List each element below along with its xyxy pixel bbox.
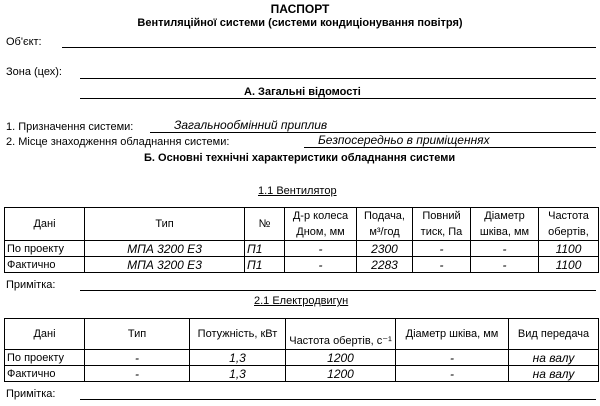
page-title: ПАСПОРТ bbox=[270, 2, 330, 16]
section-b-title: Б. Основні технічні характеристики обладнання системи bbox=[144, 152, 456, 164]
motor-header-row bbox=[5, 319, 599, 350]
purpose-label: 1. Призначення системи: bbox=[6, 121, 134, 133]
cell-type: - bbox=[85, 350, 190, 366]
section-a-title: А. Загальні відомості bbox=[244, 86, 361, 98]
location-value: Безпосередньо в приміщеннях bbox=[318, 133, 490, 147]
table-row bbox=[5, 241, 599, 257]
cell-drive: на валу bbox=[509, 366, 599, 382]
cell-type: - bbox=[85, 366, 190, 382]
cell-pulley: - bbox=[396, 350, 509, 366]
cell-pressure: - bbox=[413, 241, 471, 257]
cell-type: МПА 3200 Е3 bbox=[85, 241, 245, 257]
cell-num: П1 bbox=[245, 241, 285, 257]
row-label: Фактично bbox=[5, 257, 85, 273]
cell-rpm: 1100 bbox=[539, 257, 599, 273]
cell-rpm: 1200 bbox=[286, 366, 396, 382]
motor-col-data: Дані bbox=[5, 319, 85, 350]
zone-label: Зона (цех): bbox=[6, 66, 62, 78]
table-row bbox=[5, 257, 599, 273]
cell-diameter: - bbox=[285, 257, 357, 273]
motor-col-pulley: Діаметр шківа, мм bbox=[396, 319, 509, 350]
object-line bbox=[62, 47, 596, 48]
fan-col-data: Дані bbox=[5, 208, 85, 241]
cell-pressure: - bbox=[413, 257, 471, 273]
fan-col-rpm: Частота обертів, bbox=[539, 208, 599, 241]
cell-flow: 2283 bbox=[357, 257, 413, 273]
fan-col-flow: Подача, м³/год bbox=[357, 208, 413, 241]
table-row bbox=[5, 350, 599, 366]
cell-power: 1,3 bbox=[190, 366, 286, 382]
cell-pulley: - bbox=[471, 257, 539, 273]
cell-power: 1,3 bbox=[190, 350, 286, 366]
cell-num: П1 bbox=[245, 257, 285, 273]
motor-heading: 2.1 Електродвигун bbox=[254, 295, 349, 307]
fan-col-type: Тип bbox=[85, 208, 245, 241]
row-label: По проекту bbox=[5, 350, 85, 366]
purpose-value: Загальнообмінний приплив bbox=[174, 118, 328, 132]
section-a-line bbox=[80, 98, 596, 99]
motor-col-drive: Вид передача bbox=[509, 319, 599, 350]
table-row bbox=[5, 366, 599, 382]
fan-note-label: Примітка: bbox=[6, 279, 56, 291]
cell-rpm: 1100 bbox=[539, 241, 599, 257]
fan-note-line bbox=[80, 290, 596, 291]
motor-note-line bbox=[80, 399, 596, 400]
cell-drive: на валу bbox=[509, 350, 599, 366]
fan-col-diameter: Д-р колеса Дном, мм bbox=[285, 208, 357, 241]
location-line bbox=[304, 147, 596, 148]
fan-table bbox=[4, 207, 599, 273]
location-label: 2. Місце знаходження обладнання системи: bbox=[6, 136, 230, 148]
zone-line bbox=[80, 78, 596, 79]
fan-header-row bbox=[5, 208, 599, 241]
cell-pulley: - bbox=[471, 241, 539, 257]
fan-col-num: № bbox=[245, 208, 285, 241]
cell-pulley: - bbox=[396, 366, 509, 382]
motor-table bbox=[4, 318, 599, 382]
cell-flow: 2300 bbox=[357, 241, 413, 257]
row-label: По проекту bbox=[5, 241, 85, 257]
cell-type: МПА 3200 Е3 bbox=[85, 257, 245, 273]
motor-col-rpm: Частота обертів, с⁻¹ bbox=[286, 319, 396, 350]
page-subtitle: Вентиляційної системи (системи кондиціонування повітря) bbox=[137, 17, 463, 29]
cell-rpm: 1200 bbox=[286, 350, 396, 366]
motor-note-label: Примітка: bbox=[6, 388, 56, 400]
row-label: Фактично bbox=[5, 366, 85, 382]
fan-col-pressure: Повний тиск, Па bbox=[413, 208, 471, 241]
fan-heading: 1.1 Вентилятор bbox=[258, 185, 337, 197]
motor-col-type: Тип bbox=[85, 319, 190, 350]
motor-col-power: Потужність, кВт bbox=[190, 319, 286, 350]
fan-col-pulley: Діаметр шківа, мм bbox=[471, 208, 539, 241]
cell-diameter: - bbox=[285, 241, 357, 257]
object-label: Об'єкт: bbox=[6, 36, 42, 48]
